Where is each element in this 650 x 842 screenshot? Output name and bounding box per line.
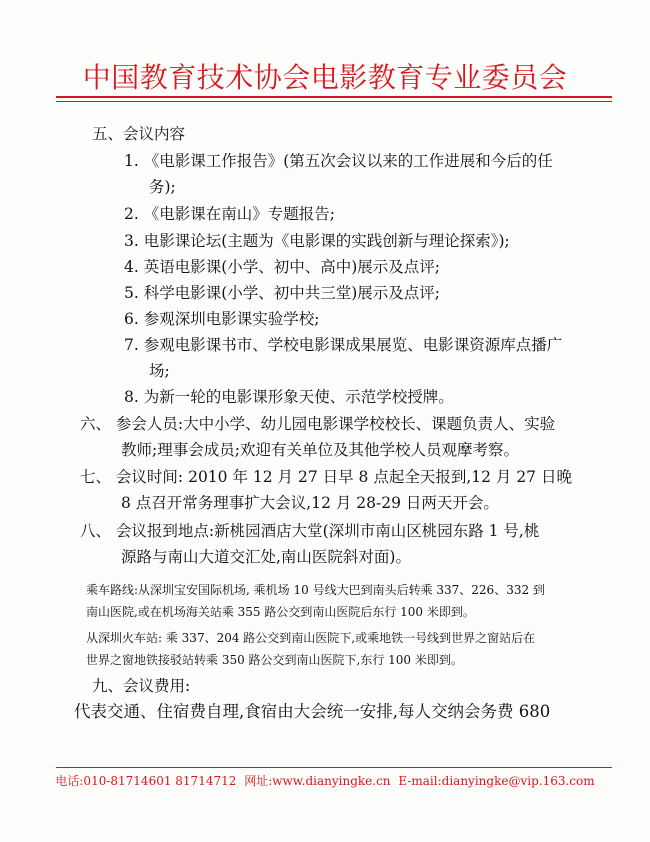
section-5-item-4: 4. 英语电影课(小学、初中、高中)展示及点评; [124, 258, 441, 276]
footer-rule [56, 767, 612, 768]
section-9-heading: 九、会议费用: [92, 677, 191, 695]
section-7-line-1: 七、 会议时间: 2010 年 12 月 27 日早 8 点起全天报到,12 月 27 日晚 [80, 468, 572, 486]
section-5-item-1-line-2: 务); [149, 178, 176, 196]
route-airport-line-1: 乘车路线:从深圳宝安国际机场, 乘机场 10 号线大巴到南头后转乘 337、226、332 到 [86, 583, 545, 597]
section-9-line-1: 代表交通、住宿费自理,食宿由大会统一安排,每人交纳会务费 680 [74, 702, 551, 721]
section-8-line-1: 八、 会议报到地点:新桃园酒店大堂(深圳市南山区桃园东路 1 号,桃 [80, 522, 540, 540]
footer-phone: 电话:010-81714601 81714712 [55, 774, 237, 788]
section-5-item-6: 6. 参观深圳电影课实验学校; [124, 310, 320, 328]
section-5-item-8: 8. 为新一轮的电影课形象天使、示范学校授牌。 [124, 388, 454, 406]
section-7-line-2: 8 点召开常务理事扩大会议,12 月 28-29 日两天开会。 [121, 494, 499, 512]
route-train-line-2: 世界之窗地铁接驳站转乘 350 路公交到南山医院下,东行 100 米即到。 [86, 653, 463, 667]
letterhead-rule-thick [56, 96, 612, 98]
letterhead-rule-thin [56, 101, 612, 102]
section-5-item-7-line-1: 7. 参观电影课书市、学校电影课成果展览、电影课资源库点播广 [124, 336, 563, 354]
footer-contact [0, 772, 650, 789]
section-5-item-5: 5. 科学电影课(小学、初中共三堂)展示及点评; [124, 284, 441, 302]
footer-email: E-mail:dianyingke@vip.163.com [398, 774, 595, 788]
section-5-heading: 五、会议内容 [92, 125, 186, 143]
letterhead-title: 中国教育技术协会电影教育专业委员会 [82, 61, 568, 94]
section-5-item-7-line-2: 场; [149, 362, 170, 380]
section-6-line-1: 六、 参会人员:大中小学、幼儿园电影课学校校长、课题负责人、实验 [80, 415, 556, 433]
footer-website: 网址:www.dianyingke.cn [244, 774, 391, 788]
section-8-line-2: 源路与南山大道交汇处,南山医院斜对面)。 [121, 548, 411, 566]
route-train-line-1: 从深圳火车站: 乘 337、204 路公交到南山医院下,或乘地铁一号线到世界之窗站后在 [86, 631, 536, 645]
route-airport-line-2: 南山医院,或在机场海关站乘 355 路公交到南山医院后东行 100 米即到。 [86, 605, 475, 619]
section-5-item-2: 2. 《电影课在南山》专题报告; [124, 205, 335, 223]
section-5-item-1-line-1: 1. 《电影课工作报告》(第五次会议以来的工作进展和今后的任 [124, 152, 553, 170]
section-6-line-2: 教师;理事会成员;欢迎有关单位及其他学校人员观摩考察。 [121, 441, 519, 459]
section-5-item-3: 3. 电影课论坛(主题为《电影课的实践创新与理论探索》); [124, 232, 510, 250]
